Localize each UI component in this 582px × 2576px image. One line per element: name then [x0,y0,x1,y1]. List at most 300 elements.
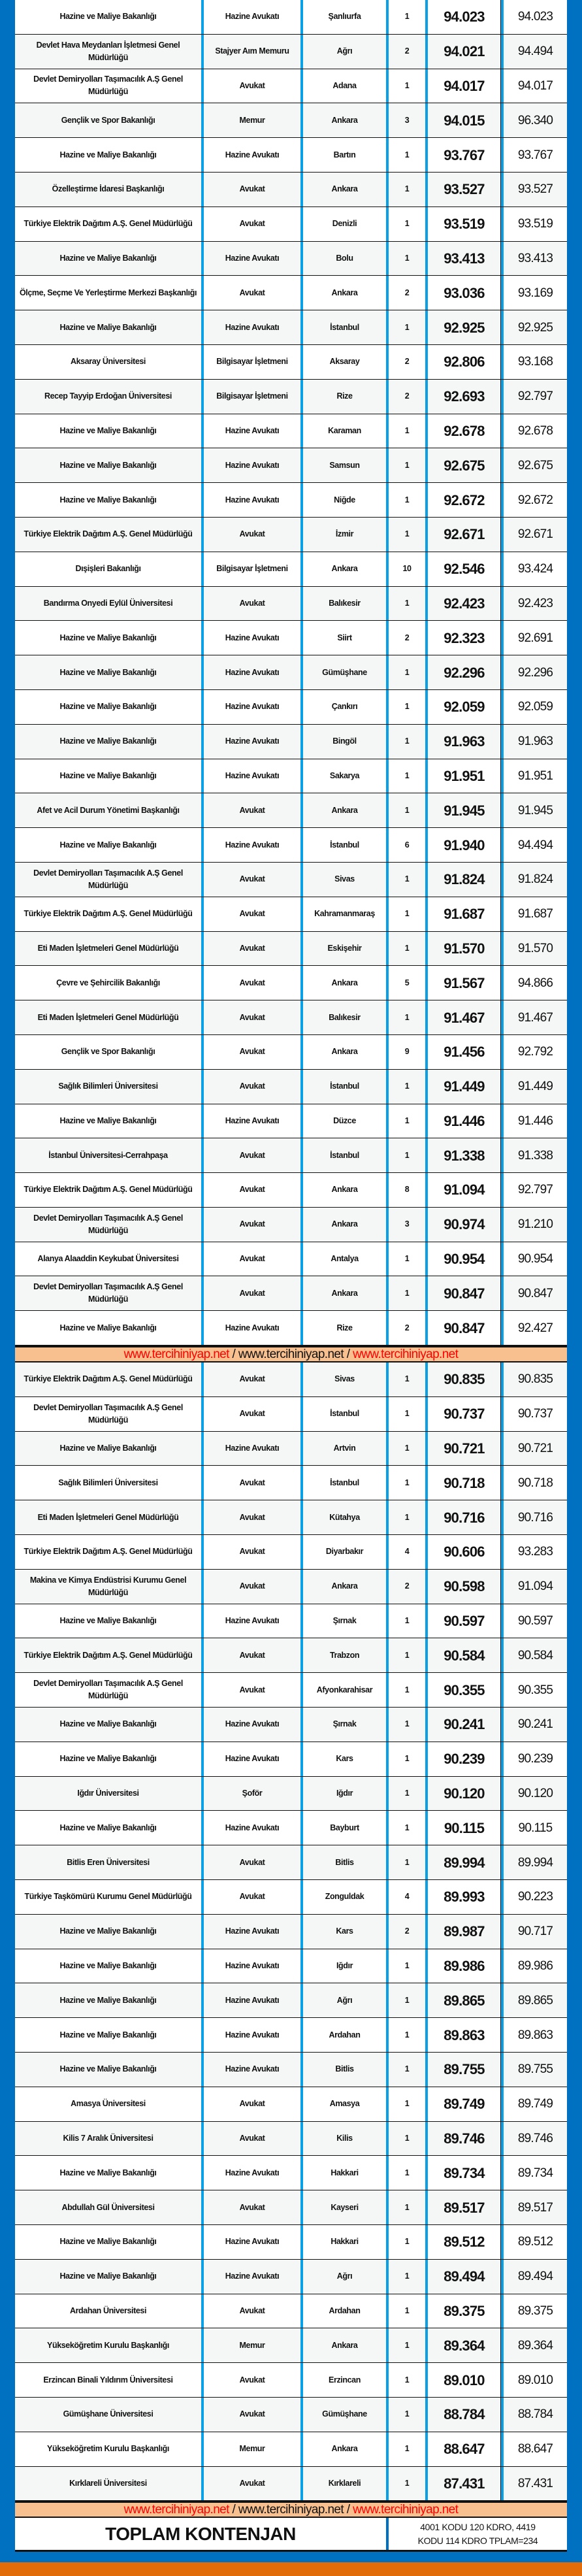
cell-min-score: 89.993 [425,1880,501,1914]
table-row [15,725,567,759]
cell-position: Avukat [201,1035,300,1069]
cell-max-score: 92.925 [501,310,567,344]
cell-position: Hazine Avukatı [201,1949,300,1983]
cell-position: Avukat [201,2363,300,2397]
table-row [15,1673,567,1708]
cell-position: Avukat [201,2190,300,2224]
cell-quota: 2 [386,1570,425,1604]
cell-max-score: 93.283 [501,1535,567,1569]
cell-quota: 1 [386,2225,425,2259]
cell-max-score: 93.519 [501,207,567,241]
cell-min-score: 92.059 [425,690,501,724]
table-row [15,1070,567,1104]
table-row [15,1311,567,1346]
cell-position: Memur [201,103,300,137]
cell-max-score: 90.239 [501,1742,567,1776]
cell-city: Sakarya [300,759,386,793]
cell-position: Hazine Avukatı [201,483,300,517]
cell-min-score: 90.355 [425,1673,501,1707]
cell-quota: 1 [386,2398,425,2432]
cell-max-score: 89.755 [501,2053,567,2087]
cell-city: Kırklareli [300,2467,386,2501]
table-row [15,1949,567,1984]
table-row [15,1570,567,1604]
cell-position: Hazine Avukatı [201,414,300,448]
cell-min-score: 91.449 [425,1070,501,1104]
cell-position: Avukat [201,1397,300,1431]
cell-city: Ağrı [300,1983,386,2017]
cell-position: Avukat [201,793,300,827]
cell-quota: 1 [386,1708,425,1742]
cell-institution: Hazine ve Maliye Bakanlığı [59,322,157,332]
cell-quota: 1 [386,1138,425,1172]
table-row [15,2018,567,2053]
cell-quota: 1 [386,1845,425,1879]
banner-separator: / [344,1347,353,1361]
cell-min-score: 89.364 [425,2328,501,2362]
cell-min-score: 93.527 [425,173,501,206]
table-row [15,2053,567,2087]
cell-min-score: 91.570 [425,932,501,966]
cell-institution: Özelleştirme İdaresi Başkanlığı [52,184,165,194]
cell-max-score: 91.687 [501,897,567,931]
cell-institution: Hazine ve Maliye Bakanlığı [59,150,157,159]
cell-position: Hazine Avukatı [201,1742,300,1776]
table-row [15,2467,567,2502]
cell-quota: 1 [386,2328,425,2362]
cell-position: Avukat [201,518,300,552]
cell-max-score: 90.717 [501,1915,567,1949]
cell-quota: 2 [386,35,425,69]
cell-min-score: 90.598 [425,1570,501,1604]
cell-institution: Yükseköğretim Kurulu Başkanlığı [47,2444,169,2454]
cell-city: Ankara [300,103,386,137]
table-row [15,518,567,552]
cell-position: Hazine Avukatı [201,1432,300,1466]
cell-min-score: 89.755 [425,2053,501,2087]
cell-position: Avukat [201,1173,300,1207]
cell-quota: 1 [386,1983,425,2017]
cell-position: Avukat [201,1070,300,1104]
cell-min-score: 91.824 [425,863,501,897]
cell-max-score: 90.120 [501,1777,567,1811]
banner-link[interactable]: www.tercihiniyap.net [353,1347,459,1361]
banner-separator: / [229,2502,238,2517]
table-row [15,2190,567,2225]
cell-position: Avukat [201,1138,300,1172]
cell-city: Kilis [300,2122,386,2156]
total-quota-note-line1: 4001 KODU 120 KDRO, 4419 [420,2521,536,2532]
cell-institution: Hazine ve Maliye Bakanlığı [59,495,157,504]
cell-quota: 1 [386,759,425,793]
cell-city: İstanbul [300,1070,386,1104]
cell-position: Avukat [201,1000,300,1034]
cell-min-score: 94.017 [425,69,501,103]
cell-max-score: 92.423 [501,587,567,621]
cell-city: Ankara [300,1035,386,1069]
cell-quota: 1 [386,1432,425,1466]
cell-max-score: 92.678 [501,414,567,448]
table-row [15,932,567,966]
banner-link[interactable]: www.tercihiniyap.net [238,1347,344,1361]
table-row [15,1138,567,1173]
cell-city: İstanbul [300,1138,386,1172]
table-row [15,1983,567,2018]
table-row [15,793,567,828]
table-row [15,2294,567,2329]
cell-institution: Devlet Demiryolları Taşımacılık A.Ş Genel Müdürlüğü [33,1282,183,1304]
cell-city: Denizli [300,207,386,241]
cell-institution: Gümüşhane Üniversitesi [63,2409,154,2419]
cell-city: Ankara [300,1570,386,1604]
cell-max-score: 92.797 [501,380,567,414]
table-row [15,2398,567,2432]
cell-quota: 1 [386,725,425,759]
table-row [15,69,567,104]
cell-min-score: 93.036 [425,276,501,310]
cell-city: Kütahya [300,1500,386,1534]
table-row [15,655,567,690]
table-row [15,138,567,173]
table-row [15,1432,567,1466]
cell-city: Ankara [300,2328,386,2362]
table-row [15,414,567,449]
cell-quota: 1 [386,1811,425,1845]
cell-position: Hazine Avukatı [201,0,300,34]
cell-max-score: 92.691 [501,621,567,655]
cell-city: Ankara [300,1208,386,1242]
cell-quota: 1 [386,2467,425,2501]
cell-position: Avukat [201,1500,300,1534]
cell-position: Bilgisayar İşletmeni [201,345,300,379]
table-row [15,207,567,242]
cell-max-score: 92.059 [501,690,567,724]
cell-max-score: 93.424 [501,552,567,586]
cell-position: Avukat [201,69,300,103]
cell-position: Avukat [201,2467,300,2501]
cell-position: Hazine Avukatı [201,1915,300,1949]
cell-quota: 9 [386,1035,425,1069]
cell-city: Şanlıurfa [300,0,386,34]
cell-quota: 8 [386,1173,425,1207]
cell-quota: 1 [386,2432,425,2466]
cell-min-score: 89.987 [425,1915,501,1949]
cell-min-score: 88.784 [425,2398,501,2432]
cell-max-score: 89.375 [501,2294,567,2328]
cell-institution: Devlet Demiryolları Taşımacılık A.Ş Genel Müdürlüğü [33,1402,183,1425]
cell-position: Hazine Avukatı [201,2260,300,2294]
cell-position: Avukat [201,932,300,966]
cell-max-score: 92.296 [501,655,567,689]
cell-max-score: 89.494 [501,2260,567,2294]
cell-position: Hazine Avukatı [201,1104,300,1138]
cell-min-score: 89.863 [425,2018,501,2052]
cell-city: Ankara [300,793,386,827]
watermark-banner [15,1346,567,1362]
cell-min-score: 94.021 [425,35,501,69]
cell-max-score: 90.737 [501,1397,567,1431]
cell-position: Hazine Avukatı [201,828,300,862]
cell-min-score: 90.716 [425,1500,501,1534]
cell-quota: 3 [386,1208,425,1242]
cell-min-score: 92.675 [425,448,501,482]
table-row [15,483,567,518]
banner-separator: / [344,2502,353,2517]
cell-quota: 1 [386,2294,425,2328]
cell-institution: Eti Maden İşletmeleri Genel Müdürlüğü [37,1512,179,1522]
cell-min-score: 93.767 [425,138,501,172]
cell-max-score: 91.449 [501,1070,567,1104]
cell-quota: 1 [386,655,425,689]
cell-institution: Gençlik ve Spor Bakanlığı [61,1047,155,1057]
cell-min-score: 92.323 [425,621,501,655]
cell-institution: Hazine ve Maliye Bakanlığı [59,1616,157,1626]
cell-min-score: 91.687 [425,897,501,931]
table-row [15,1104,567,1139]
cell-max-score: 91.824 [501,863,567,897]
cell-position: Avukat [201,1845,300,1879]
cell-min-score: 90.954 [425,1242,501,1276]
cell-institution: Türkiye Elektrik Dağıtım A.Ş. Genel Müdürlüğü [24,909,193,919]
cell-max-score: 88.647 [501,2432,567,2466]
cell-institution: Hazine ve Maliye Bakanlığı [59,2271,157,2281]
cell-quota: 4 [386,1535,425,1569]
cell-city: Ağrı [300,35,386,69]
cell-city: Balıkesir [300,587,386,621]
cell-position: Hazine Avukatı [201,621,300,655]
cell-city: Siirt [300,621,386,655]
banner-link[interactable]: www.tercihiniyap.net [123,2502,229,2517]
cell-institution: Hazine ve Maliye Bakanlığı [59,702,157,712]
cell-min-score: 92.678 [425,414,501,448]
cell-quota: 1 [386,207,425,241]
cell-max-score: 88.784 [501,2398,567,2432]
banner-separator: / [229,1347,238,1361]
cell-institution: Hazine ve Maliye Bakanlığı [59,2064,157,2074]
cell-institution: Hazine ve Maliye Bakanlığı [59,770,157,780]
cell-quota: 1 [386,2156,425,2190]
cell-institution: Kırklareli Üniversitesi [69,2478,147,2488]
cell-min-score: 91.963 [425,725,501,759]
cell-quota: 1 [386,1604,425,1638]
cell-position: Avukat [201,1535,300,1569]
cell-min-score: 92.925 [425,310,501,344]
cell-city: Rize [300,380,386,414]
cell-min-score: 88.647 [425,2432,501,2466]
cell-min-score: 92.671 [425,518,501,552]
cell-city: Bitlis [300,2053,386,2087]
cell-position: Hazine Avukatı [201,1983,300,2017]
cell-min-score: 90.584 [425,1638,501,1672]
cell-quota: 1 [386,1242,425,1276]
cell-max-score: 93.168 [501,345,567,379]
table-row [15,897,567,932]
cell-city: Bolu [300,242,386,276]
cell-city: Zonguldak [300,1880,386,1914]
cell-min-score: 90.718 [425,1466,501,1500]
cell-max-score: 87.431 [501,2467,567,2501]
cell-position: Avukat [201,1362,300,1396]
cell-institution: Hazine ve Maliye Bakanlığı [59,12,157,22]
table-row [15,2328,567,2363]
cell-institution: Gençlik ve Spor Bakanlığı [61,115,155,125]
cell-max-score: 91.338 [501,1138,567,1172]
cell-quota: 1 [386,932,425,966]
cell-city: Balıkesir [300,1000,386,1034]
cell-quota: 1 [386,2087,425,2121]
cell-max-score: 94.866 [501,966,567,1000]
cell-city: Erzincan [300,2363,386,2397]
cell-max-score: 89.746 [501,2122,567,2156]
cell-institution: Türkiye Elektrik Dağıtım A.Ş. Genel Müdürlüğü [24,1650,193,1660]
cell-min-score: 92.423 [425,587,501,621]
cell-city: Sivas [300,863,386,897]
cell-max-score: 91.094 [501,1570,567,1604]
cell-max-score: 90.716 [501,1500,567,1534]
cell-max-score: 91.446 [501,1104,567,1138]
table-row [15,1811,567,1845]
cell-max-score: 89.863 [501,2018,567,2052]
cell-institution: Hazine ve Maliye Bakanlığı [59,840,157,850]
cell-min-score: 90.115 [425,1811,501,1845]
cell-min-score: 91.945 [425,793,501,827]
cell-institution: Hazine ve Maliye Bakanlığı [59,1823,157,1832]
cell-city: Ardahan [300,2018,386,2052]
cell-quota: 10 [386,552,425,586]
cell-institution: Erzincan Binali Yıldırım Üniversitesi [43,2375,173,2385]
banner-link[interactable]: www.tercihiniyap.net [238,2502,344,2517]
cell-min-score: 89.749 [425,2087,501,2121]
cell-position: Memur [201,2432,300,2466]
cell-max-score: 94.494 [501,828,567,862]
cell-min-score: 91.951 [425,759,501,793]
cell-max-score: 90.721 [501,1432,567,1466]
cell-quota: 1 [386,1777,425,1811]
cell-max-score: 94.023 [501,0,567,34]
table-row [15,310,567,345]
cell-institution: Devlet Demiryolları Taşımacılık A.Ş Genel Müdürlüğü [33,1213,183,1235]
table-row [15,35,567,69]
cell-max-score: 90.115 [501,1811,567,1845]
table-row [15,690,567,725]
cell-quota: 2 [386,380,425,414]
cell-position: Avukat [201,2087,300,2121]
cell-city: Adana [300,69,386,103]
cell-position: Avukat [201,1276,300,1310]
cell-city: Ankara [300,173,386,206]
cell-quota: 1 [386,1276,425,1310]
cell-quota: 1 [386,1397,425,1431]
cell-quota: 2 [386,345,425,379]
cell-position: Hazine Avukatı [201,725,300,759]
cell-max-score: 89.512 [501,2225,567,2259]
cell-min-score: 92.546 [425,552,501,586]
cell-city: Samsun [300,448,386,482]
cell-min-score: 91.446 [425,1104,501,1138]
cell-quota: 1 [386,1070,425,1104]
cell-position: Avukat [201,1880,300,1914]
cell-max-score: 92.797 [501,1173,567,1207]
cell-institution: Recep Tayyip Erdoğan Üniversitesi [44,391,172,401]
banner-link[interactable]: www.tercihiniyap.net [123,1347,229,1361]
cell-max-score: 93.413 [501,242,567,276]
cell-min-score: 90.847 [425,1276,501,1310]
total-quota-note-line2: KODU 114 KDRO TPLAM=234 [417,2535,538,2546]
cell-min-score: 87.431 [425,2467,501,2501]
cell-max-score: 91.467 [501,1000,567,1034]
cell-min-score: 89.865 [425,1983,501,2017]
cell-position: Hazine Avukatı [201,1604,300,1638]
cell-max-score: 89.734 [501,2156,567,2190]
cell-city: Bitlis [300,1845,386,1879]
cell-quota: 1 [386,2260,425,2294]
cell-min-score: 89.375 [425,2294,501,2328]
cell-max-score: 90.835 [501,1362,567,1396]
cell-city: Eskişehir [300,932,386,966]
cell-quota: 1 [386,310,425,344]
cell-city: Ardahan [300,2294,386,2328]
total-quota-note [386,2518,567,2550]
table-row [15,621,567,655]
table-row [15,1173,567,1208]
cell-city: İstanbul [300,828,386,862]
cell-min-score: 89.010 [425,2363,501,2397]
cell-min-score: 91.338 [425,1138,501,1172]
cell-max-score: 90.223 [501,1880,567,1914]
cell-city: Bayburt [300,1811,386,1845]
table-row [15,448,567,483]
cell-institution: Hazine ve Maliye Bakanlığı [59,633,157,642]
cell-institution: Hazine ve Maliye Bakanlığı [59,1444,157,1453]
cell-quota: 1 [386,0,425,34]
cell-position: Avukat [201,173,300,206]
cell-institution: Bitlis Eren Üniversitesi [67,1857,150,1867]
cell-max-score: 90.718 [501,1466,567,1500]
total-quota-label: TOPLAM KONTENJAN [105,2523,296,2544]
cell-city: İstanbul [300,1397,386,1431]
cell-min-score: 90.120 [425,1777,501,1811]
cell-max-score: 90.847 [501,1276,567,1310]
cell-min-score: 93.413 [425,242,501,276]
cell-city: Şırnak [300,1708,386,1742]
table-row [15,1035,567,1070]
table-row [15,242,567,276]
table-row [15,1604,567,1639]
cell-position: Avukat [201,2398,300,2432]
cell-institution: Hazine ve Maliye Bakanlığı [59,736,157,746]
cell-max-score: 89.010 [501,2363,567,2397]
table-row [15,1276,567,1311]
banner-link[interactable]: www.tercihiniyap.net [353,2502,459,2517]
cell-city: Ankara [300,1173,386,1207]
table-row [15,863,567,897]
cell-max-score: 92.672 [501,483,567,517]
cell-quota: 1 [386,1673,425,1707]
cell-city: İstanbul [300,1466,386,1500]
cell-position: Avukat [201,587,300,621]
cell-quota: 1 [386,1362,425,1396]
cell-institution: Abdullah Gül Üniversitesi [61,2202,155,2212]
cell-institution: Amasya Üniversitesi [71,2099,146,2109]
cell-institution: Hazine ve Maliye Bakanlığı [59,1754,157,1764]
cell-city: Gümüşhane [300,655,386,689]
cell-position: Bilgisayar İşletmeni [201,552,300,586]
table-row [15,173,567,207]
cell-position: Avukat [201,897,300,931]
cell-institution: Devlet Demiryolları Taşımacılık A.Ş Genel Müdürlüğü [33,868,183,890]
table-row [15,2156,567,2190]
cell-max-score: 89.517 [501,2190,567,2224]
